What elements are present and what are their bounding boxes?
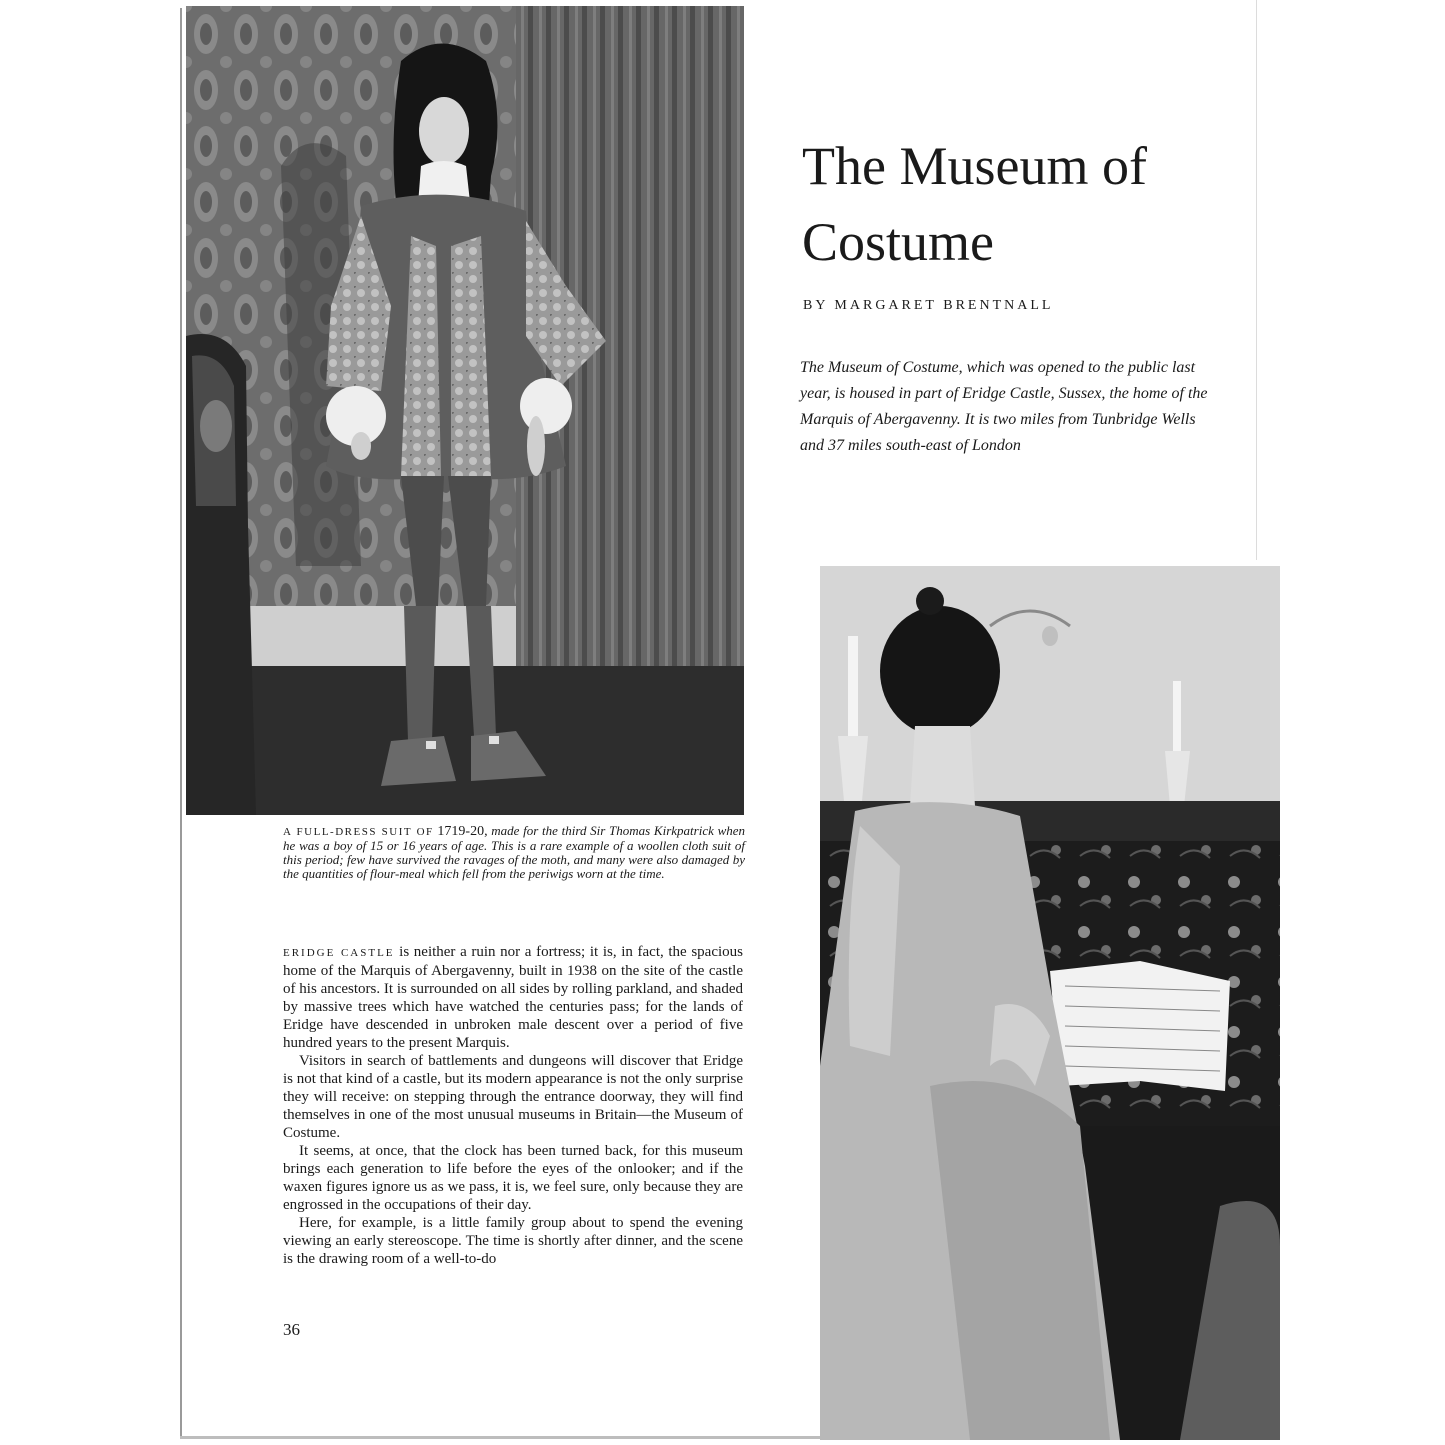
caption-text: made for the third Sir Thomas Kirkpatrick when he was a boy of 15 or 16 years of age. This is a rare example of a woollen cloth suit of this period; few have survived the ravages of the moth, and many were also damaged by the quantities of flour-meal which fell from the periwigs worn at the time. xyxy=(283,823,746,881)
body-paragraph-1-text: is neither a ruin nor a fortress; it is, in fact, the spacious home of the Marquis of Abergavenny, built in 1938 on the site of the castle of his ancestors. It is surrounded on all sides by rolling parkland, and shaded by massive trees which have watched the centuries pass; for the lands of Eridge have descended in unbroken male descent over a period of five hundred years to the present Marquis. xyxy=(283,944,743,1051)
caption-lead: A FULL-DRESS SUIT OF xyxy=(283,826,434,838)
figure-at-piano-photo xyxy=(820,566,1280,1440)
title-line-1: The Museum of xyxy=(802,136,1147,196)
body-lead: ERIDGE CASTLE xyxy=(283,947,395,959)
page-gutter-line xyxy=(180,8,182,1438)
article-body xyxy=(283,943,743,1268)
full-dress-suit-photo xyxy=(186,6,744,815)
page-number: 36 xyxy=(283,1320,300,1339)
photo-caption xyxy=(283,824,745,881)
body-paragraph-1 xyxy=(283,943,743,1052)
body-paragraph-4: Here, for example, is a little family group about to spend the evening viewing an early stereoscope. The time is shortly after dinner, and the scene is the drawing room of a well-to-do xyxy=(283,1215,743,1267)
title-line-2: Costume xyxy=(802,212,995,272)
article-byline: BY MARGARET BRENTNALL xyxy=(803,298,1054,313)
caption-date: 1719-20, xyxy=(437,824,488,839)
article-title xyxy=(802,128,1242,280)
body-paragraph-2: Visitors in search of battlements and dungeons will discover that Eridge is not that kind of a castle, but its modern appearance is not the only surprise they will receive: on stepping through the entrance doorway, they will find themselves in one of the most unusual museums in Britain—the Museum of Costume. xyxy=(283,1053,743,1141)
page-edge-line xyxy=(1256,0,1257,560)
article-intro: The Museum of Costume, which was opened to the public last year, is housed in part of Eridge Castle, Sussex, the home of the Marquis of Abergavenny. It is two miles from Tunbridge Wells and 37 miles south-east of London xyxy=(800,359,1208,454)
body-paragraph-3: It seems, at once, that the clock has been turned back, for this museum brings each generation to life before the eyes of the onlooker; and if the waxen figures ignore us as we pass, it is, we feel sure, only because they are engrossed in the occupations of their day. xyxy=(283,1143,743,1213)
